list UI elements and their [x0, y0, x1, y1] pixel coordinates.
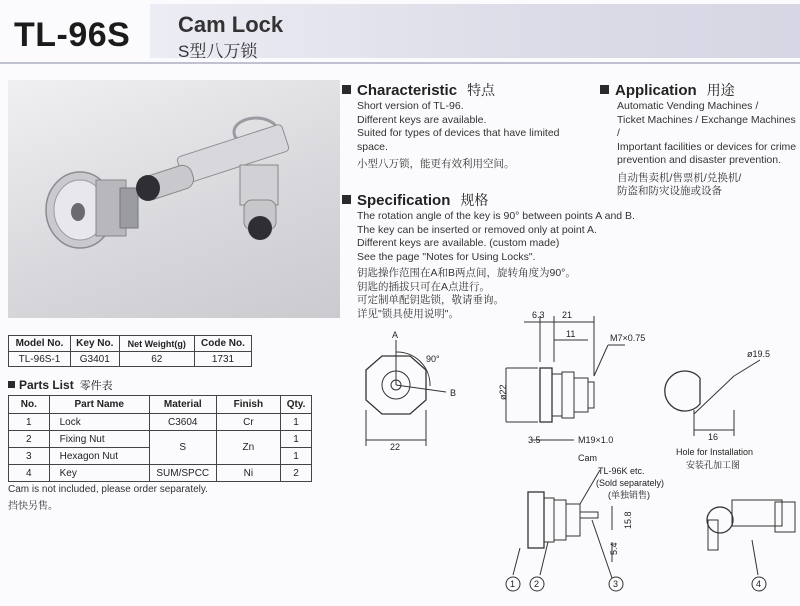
assembly-cam: Cam: [578, 453, 598, 463]
text-line: The rotation angle of the key is 90° between points A and B.: [357, 210, 635, 222]
part-finish: Zn: [216, 431, 280, 465]
hole-label: Hole for Installation: [676, 447, 754, 457]
model-col-header: Model No.: [9, 336, 71, 352]
key-cell: G3401: [70, 352, 119, 367]
code-col-header: Code No.: [194, 336, 251, 352]
part-no: 2: [9, 431, 50, 448]
text-line: Suited for types of devices that have limited: [357, 127, 560, 139]
specification-label: Specification: [357, 192, 451, 209]
assembly-sold: (Sold separately): [596, 478, 665, 488]
part-material: C3604: [149, 414, 216, 431]
product-name-cn: S型八万锁: [178, 42, 258, 61]
text-line: 可定制单配钥匙锁，敬请垂询。: [357, 294, 504, 306]
key-drawing: [707, 500, 795, 575]
part-qty: 1: [281, 431, 312, 448]
text-line: 自动售卖机/售票机/兑换机/: [617, 171, 742, 184]
text-line: prevention and disaster prevention.: [617, 154, 782, 166]
text-line: Different keys are available.: [357, 113, 487, 126]
text-line: space.: [357, 140, 388, 153]
part-name: Lock: [49, 414, 149, 431]
assembly-h1: 15.8: [623, 511, 633, 529]
text-line: 小型八万锁，能更有效利用空间。: [357, 158, 515, 170]
part-qty: 1: [281, 414, 312, 431]
front-label-b: B: [450, 388, 457, 398]
text-line: Ticket Machines / Exchange Machines /: [617, 113, 796, 139]
marker-4: 4: [756, 579, 762, 589]
part-finish: Cr: [216, 414, 280, 431]
hole-label-cn: 安装孔加工图: [686, 460, 741, 470]
text-line: 钥匙的插拔只可在A点进行。: [357, 280, 491, 293]
part-material: S: [149, 431, 216, 465]
assembly-sold-cn: (单独销售): [608, 490, 650, 500]
front-label-a: A: [392, 330, 399, 340]
text-line: See the page "Notes for Using Locks".: [357, 250, 536, 263]
hole-view: [665, 360, 760, 436]
no-col-header: No.: [9, 396, 50, 414]
text-line: The key can be inserted or removed only at point A.: [357, 223, 597, 236]
key-col-header: Key No.: [70, 336, 119, 352]
side-d3: 11: [566, 329, 576, 339]
part-no: 3: [9, 448, 50, 465]
part-name: Fixing Nut: [49, 431, 149, 448]
marker-3: 3: [613, 579, 619, 589]
part-qty: 2: [281, 465, 312, 482]
part-material: SUM/SPCC: [149, 465, 216, 482]
part-no: 1: [9, 414, 50, 431]
part-finish: Ni: [216, 465, 280, 482]
characteristic-label-cn: 特点: [467, 82, 496, 98]
finish-col-header: Finish: [216, 396, 280, 414]
qty-col-header: Qty.: [281, 396, 312, 414]
marker-2: 2: [534, 579, 540, 589]
application-label-cn: 用途: [706, 82, 735, 98]
front-width: 22: [390, 442, 401, 452]
hole-dia: ø19.5: [747, 349, 771, 359]
characteristic-label: Characteristic: [357, 82, 458, 99]
text-line: Automatic Vending Machines /: [617, 100, 759, 112]
weight-col-header: Net Weight(g): [119, 336, 194, 352]
assembly-key: TL-96K etc.: [598, 466, 645, 476]
name-col-header: Part Name: [49, 396, 149, 414]
part-no: 4: [9, 465, 50, 482]
side-d4: 3.5: [528, 435, 541, 445]
parts-list-label-cn: 零件表: [79, 380, 113, 392]
parts-list-label: Parts List: [19, 378, 74, 392]
front-angle: 90°: [426, 354, 440, 364]
model-title: TL-96S: [14, 16, 131, 54]
parts-note-cn: 挡快另售。: [8, 501, 58, 512]
side-d1: 6.3: [532, 310, 545, 320]
text-line: Different keys are available. (custom made): [357, 237, 560, 249]
side-thread: M7×0.75: [610, 333, 646, 343]
side-d2: 21: [562, 310, 573, 320]
specification-label-cn: 规格: [460, 192, 489, 208]
weight-cell: 62: [119, 352, 194, 367]
material-col-header: Material: [149, 396, 216, 414]
parts-note: Cam is not included, please order separately.: [8, 484, 208, 495]
text-line: Short version of TL-96.: [357, 100, 464, 112]
text-line: 钥匙操作范围在A和B两点间，旋转角度为90°。: [357, 267, 576, 279]
product-name: Cam Lock: [178, 12, 284, 37]
model-cell: TL-96S-1: [9, 352, 71, 367]
text-line: 防盗和防灾设施或设备: [617, 185, 722, 197]
assembly-h2: 5.4: [609, 542, 619, 555]
side-dia: ø22: [498, 384, 508, 400]
part-qty: 1: [281, 448, 312, 465]
part-name: Hexagon Nut: [49, 448, 149, 465]
hole-width: 16: [708, 432, 719, 442]
part-name: Key: [49, 465, 149, 482]
text-line: 详见"锁具使用说明"。: [357, 307, 459, 320]
marker-1: 1: [510, 579, 516, 589]
side-thread2: M19×1.0: [578, 435, 614, 445]
text-line: Important facilities or devices for crime: [617, 140, 797, 153]
application-label: Application: [615, 82, 697, 99]
code-cell: 1731: [194, 352, 251, 367]
